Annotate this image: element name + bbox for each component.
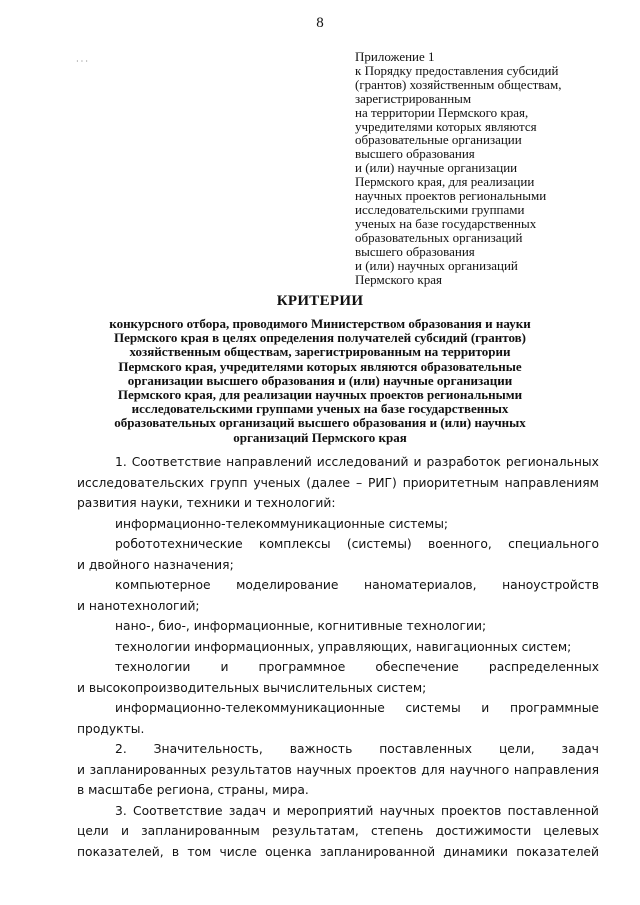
appendix-line: (грантов) хозяйственным обществам, bbox=[355, 76, 562, 92]
word: направлениям bbox=[504, 475, 599, 490]
appendix-line: Пермского края, для реализации bbox=[355, 174, 535, 190]
word: наноматериалов, bbox=[364, 578, 477, 592]
priority-item: информационно-телекоммуникационные системы; bbox=[115, 516, 449, 531]
word: запланированных bbox=[89, 762, 207, 777]
appendix-line: зарегистрированным bbox=[355, 90, 472, 106]
word: программные bbox=[509, 701, 599, 715]
page-number: 8 bbox=[316, 15, 324, 31]
word: направлений bbox=[226, 455, 312, 469]
word: ученых bbox=[253, 475, 301, 490]
word: (далее bbox=[306, 475, 351, 490]
word: том bbox=[187, 844, 212, 859]
header-dots: · · · bbox=[76, 57, 88, 66]
priority-item-cont: и двойного назначения; bbox=[77, 557, 234, 572]
appendix-line: высшего образования bbox=[355, 243, 475, 259]
priority-item: технологии информационных, управляющих, навигационных систем; bbox=[115, 639, 572, 654]
criterion-3-line bbox=[77, 801, 599, 822]
word: и bbox=[120, 824, 129, 838]
appendix-line: учредителями которых являются bbox=[355, 118, 537, 134]
document-body bbox=[77, 452, 599, 862]
word: и bbox=[77, 762, 85, 777]
word: оценка bbox=[265, 844, 312, 859]
word: приоритетным bbox=[402, 475, 499, 490]
word: Соответствие bbox=[131, 455, 222, 469]
appendix-line: исследовательскими группами bbox=[355, 201, 525, 217]
document-title: КРИТЕРИИ bbox=[276, 293, 364, 309]
word: результатам, bbox=[271, 824, 359, 838]
criterion-2-line: в масштабе региона, страны, мира. bbox=[77, 783, 309, 797]
criterion-2-line bbox=[77, 760, 599, 781]
word: цели, bbox=[498, 742, 535, 756]
word: мероприятий bbox=[286, 803, 374, 818]
appendix-line: Приложение 1 bbox=[355, 49, 435, 64]
subtitle-line: организаций Пермского края bbox=[233, 429, 407, 445]
word: системы bbox=[405, 701, 461, 715]
subtitle-line: образовательных организаций высшего образования и (или) научных bbox=[114, 415, 526, 431]
word: научного bbox=[449, 762, 510, 777]
word: задач bbox=[228, 803, 267, 818]
word: числе bbox=[219, 844, 257, 859]
appendix-line: высшего образования bbox=[355, 146, 475, 162]
word: наноустройств bbox=[502, 578, 599, 592]
word: степень bbox=[370, 824, 424, 838]
word: программное bbox=[258, 660, 346, 674]
word: специального bbox=[508, 537, 599, 551]
appendix-line: ученых на базе государственных bbox=[355, 215, 537, 231]
word: запланированным bbox=[141, 824, 260, 838]
word: проектов bbox=[356, 762, 417, 777]
criterion-3-line bbox=[77, 842, 599, 863]
appendix-line: Пермского края bbox=[355, 271, 442, 287]
word: робототехнические bbox=[115, 537, 243, 551]
appendix-block bbox=[355, 50, 630, 286]
word: – bbox=[355, 475, 363, 490]
word: показателей bbox=[516, 844, 599, 859]
criterion-1-line bbox=[77, 473, 599, 494]
subtitle-line: хозяйственным обществам, зарегистрированным на территории bbox=[129, 344, 511, 360]
criterion-3-line bbox=[77, 821, 599, 842]
word: исследований bbox=[316, 455, 409, 469]
word: результатов bbox=[210, 762, 292, 777]
criterion-1-line: развития науки, техники и технологий: bbox=[77, 496, 336, 510]
priority-item bbox=[77, 657, 599, 678]
appendix-line: к Порядку предоставления субсидий bbox=[355, 62, 559, 78]
priority-item-cont: и высокопроизводительных вычислительных систем; bbox=[77, 680, 427, 695]
word: в bbox=[171, 844, 180, 859]
word: и bbox=[481, 701, 490, 715]
appendix-line: образовательных организаций bbox=[355, 229, 523, 245]
subtitle-line: исследовательскими группами ученых на базе государственных bbox=[131, 401, 509, 417]
appendix-line: научных проектов региональными bbox=[355, 188, 547, 204]
priority-item bbox=[77, 698, 599, 719]
subtitle-line: организации высшего образования и (или) научные организации bbox=[127, 372, 513, 388]
word: исследовательских bbox=[77, 475, 205, 490]
appendix-line: и (или) научных организаций bbox=[355, 257, 518, 273]
word: компьютерное bbox=[115, 578, 211, 592]
word: Значительность, bbox=[153, 742, 263, 756]
criterion-2-line bbox=[77, 739, 599, 760]
word: 1. bbox=[115, 455, 127, 469]
word: 3. bbox=[115, 803, 127, 818]
document-subtitle bbox=[40, 317, 600, 445]
word: направления bbox=[513, 762, 599, 777]
priority-item-cont: и нанотехнологий; bbox=[77, 598, 200, 613]
word: (системы) bbox=[346, 537, 412, 551]
word: и bbox=[272, 803, 281, 818]
word: целевых bbox=[543, 824, 599, 838]
priority-item: нано-, био-, информационные, когнитивные технологии; bbox=[115, 619, 487, 633]
word: поставленной bbox=[507, 803, 599, 818]
word: достижимости bbox=[435, 824, 532, 838]
word: разработок bbox=[426, 455, 501, 469]
word: научных bbox=[296, 762, 352, 777]
appendix-line: образовательные организации bbox=[355, 132, 522, 148]
appendix-line: и (или) научные организации bbox=[355, 160, 518, 176]
word: важность bbox=[289, 742, 353, 756]
subtitle-line: Пермского края, для реализации научных проектов региональными bbox=[117, 387, 523, 403]
word: 2. bbox=[115, 742, 127, 756]
word: поставленных bbox=[379, 742, 473, 756]
word: обеспечение bbox=[375, 660, 459, 674]
subtitle-line: Пермского края, учредителями которых являются образовательные bbox=[118, 358, 522, 374]
priority-item bbox=[77, 534, 599, 555]
word: технологии bbox=[115, 660, 191, 674]
word: групп bbox=[209, 475, 248, 490]
criterion-1-line bbox=[77, 452, 599, 473]
word: и bbox=[413, 455, 422, 469]
word: комплексы bbox=[259, 537, 331, 551]
word: показателей, bbox=[77, 844, 164, 859]
word: РИГ) bbox=[367, 475, 397, 490]
word: цели bbox=[77, 824, 109, 838]
word: моделирование bbox=[236, 578, 339, 592]
word: информационно-телекоммуникационные bbox=[115, 701, 385, 715]
subtitle-line: Пермского края в целях определения получателей субсидий (грантов) bbox=[113, 330, 527, 346]
word: распределенных bbox=[488, 660, 599, 674]
word: и bbox=[220, 660, 229, 674]
priority-item bbox=[77, 575, 599, 596]
word: для bbox=[421, 762, 445, 777]
word: военного, bbox=[427, 537, 492, 551]
word: динамики bbox=[443, 844, 509, 859]
word: региональных bbox=[505, 455, 599, 469]
word: Соответствие bbox=[133, 803, 223, 818]
word: запланированной bbox=[319, 844, 436, 859]
word: проектов bbox=[441, 803, 502, 818]
word: научных bbox=[379, 803, 435, 818]
appendix-line: на территории Пермского края, bbox=[355, 104, 529, 120]
word: задач bbox=[561, 742, 599, 756]
priority-item-cont: продукты. bbox=[77, 721, 145, 736]
subtitle-line: конкурсного отбора, проводимого Министерством образования и науки bbox=[109, 316, 531, 331]
